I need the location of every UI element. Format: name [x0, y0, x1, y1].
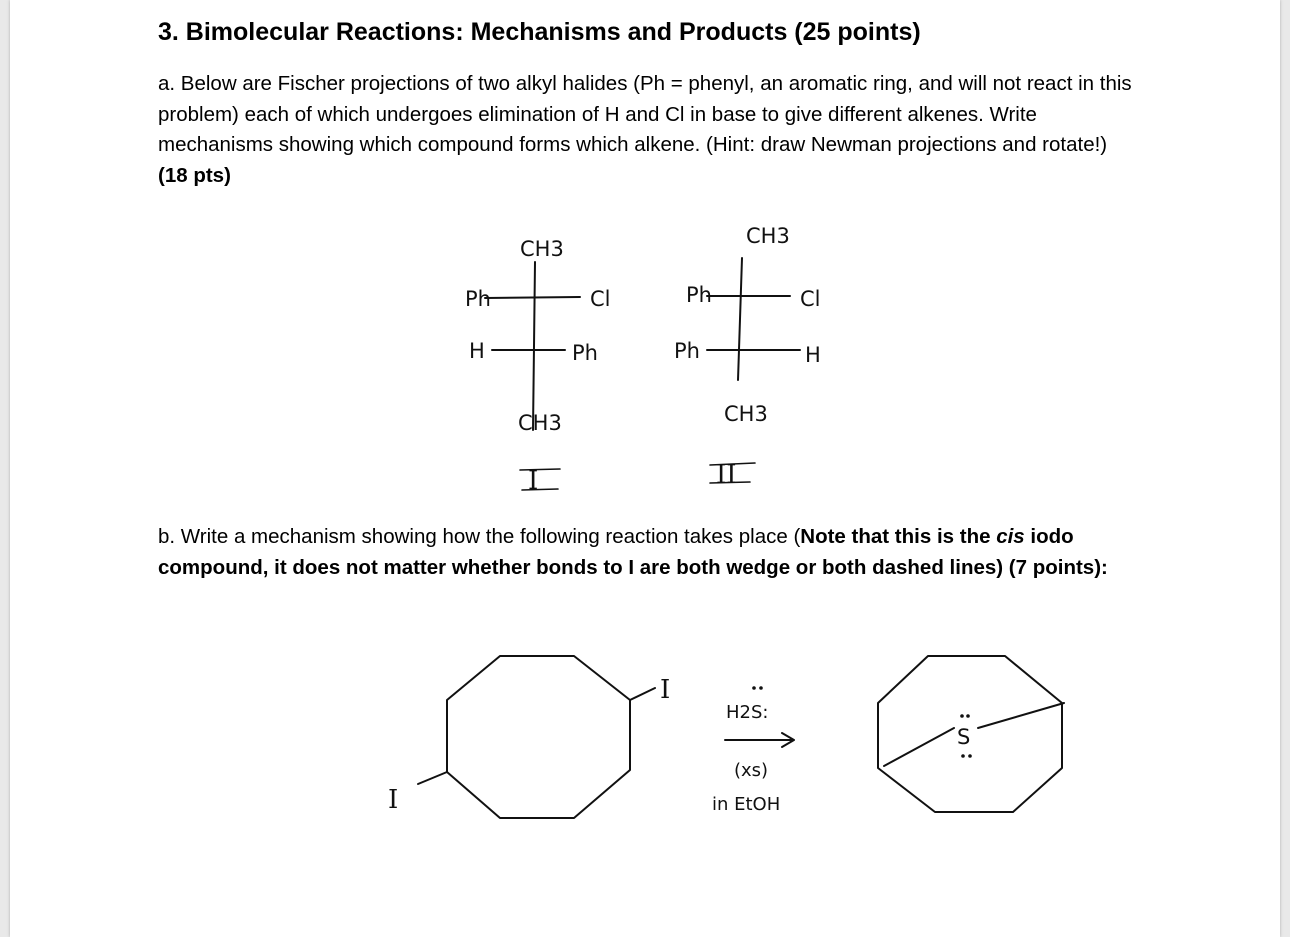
fischer-2-lower-right-group: H — [805, 343, 821, 367]
part-a-text: a. Below are Fischer projections of two alkyl halides (Ph = phenyl, an aromatic ring, and will not react in this problem) each of which undergoes elimination of H and Cl in base to give different alkenes. Write mechanisms showing which compound forms which alkene. (Hint: draw Newman projections and rotate!) — [158, 72, 1132, 156]
fischer-1-top-group: CH3 — [520, 237, 564, 261]
lone-pair-dot — [961, 754, 965, 758]
question-title: 3. Bimolecular Reactions: Mechanisms and Products (25 points) — [158, 18, 921, 46]
fischer-1-vertical-bond — [533, 262, 535, 430]
part-b-note-cis: cis — [996, 525, 1025, 548]
fischer-1-lower-left-group: H — [469, 339, 485, 363]
fischer-1-upper-right-group: Cl — [590, 287, 611, 311]
fischer-1-upper-left-group: Ph — [465, 287, 491, 311]
fischer-1-label-serifs — [520, 469, 560, 490]
lone-pair-dot — [968, 754, 972, 758]
lone-pair-dot — [752, 686, 756, 690]
cyclooctane-ring — [447, 656, 630, 818]
part-a-points: (18 pts) — [158, 163, 231, 187]
condition-solvent: in EtOH — [712, 794, 781, 815]
upper-iodo-atom: I — [660, 675, 671, 705]
lower-iodo-atom: I — [388, 785, 399, 815]
sulfur-atom: S — [957, 725, 971, 749]
reagent-h2s: H2S: — [726, 702, 769, 723]
fischer-projection-2 — [674, 224, 821, 490]
fischer-2-label: II — [716, 460, 737, 490]
fischer-2-upper-right-group: Cl — [800, 287, 821, 311]
handwritten-drawings — [10, 0, 1280, 937]
fischer-2-top-group: CH3 — [746, 224, 790, 248]
lone-pair-dot — [966, 714, 970, 718]
part-b-note-2: iodo compound, it does not matter whether bonds to I are both wedge or both dashed lines) (7 points): — [158, 525, 1108, 579]
fischer-2-lower-left-group: Ph — [674, 339, 700, 363]
fischer-2-vertical-bond — [738, 258, 742, 380]
fischer-1-upper-horizontal-bond — [485, 297, 580, 298]
lone-pair-dot — [960, 714, 964, 718]
product-bicyclic-sulfide — [878, 656, 1064, 812]
lower-iodo-bond — [418, 772, 447, 784]
sulfur-bond-right — [978, 703, 1064, 728]
fischer-2-upper-left-group: Ph — [686, 283, 712, 307]
upper-iodo-bond — [630, 688, 655, 700]
reaction-conditions — [712, 686, 794, 815]
fischer-1-bottom-group: CH3 — [518, 411, 562, 435]
part-b-text: b. Write a mechanism showing how the following reaction takes place ( — [158, 525, 801, 548]
fischer-1-lower-right-group: Ph — [572, 341, 598, 365]
part-b-note-1: Note that this is the — [800, 525, 997, 548]
reactant-cyclooctane — [388, 656, 670, 818]
fischer-projection-1 — [465, 237, 611, 496]
fischer-2-bottom-group: CH3 — [724, 402, 768, 426]
lone-pair-dot — [759, 686, 763, 690]
document-page — [10, 0, 1280, 937]
reaction-arrow — [725, 733, 794, 747]
fischer-1-label: I — [528, 466, 539, 496]
sulfur-bond-left — [884, 728, 954, 766]
condition-excess: (xs) — [734, 760, 769, 781]
